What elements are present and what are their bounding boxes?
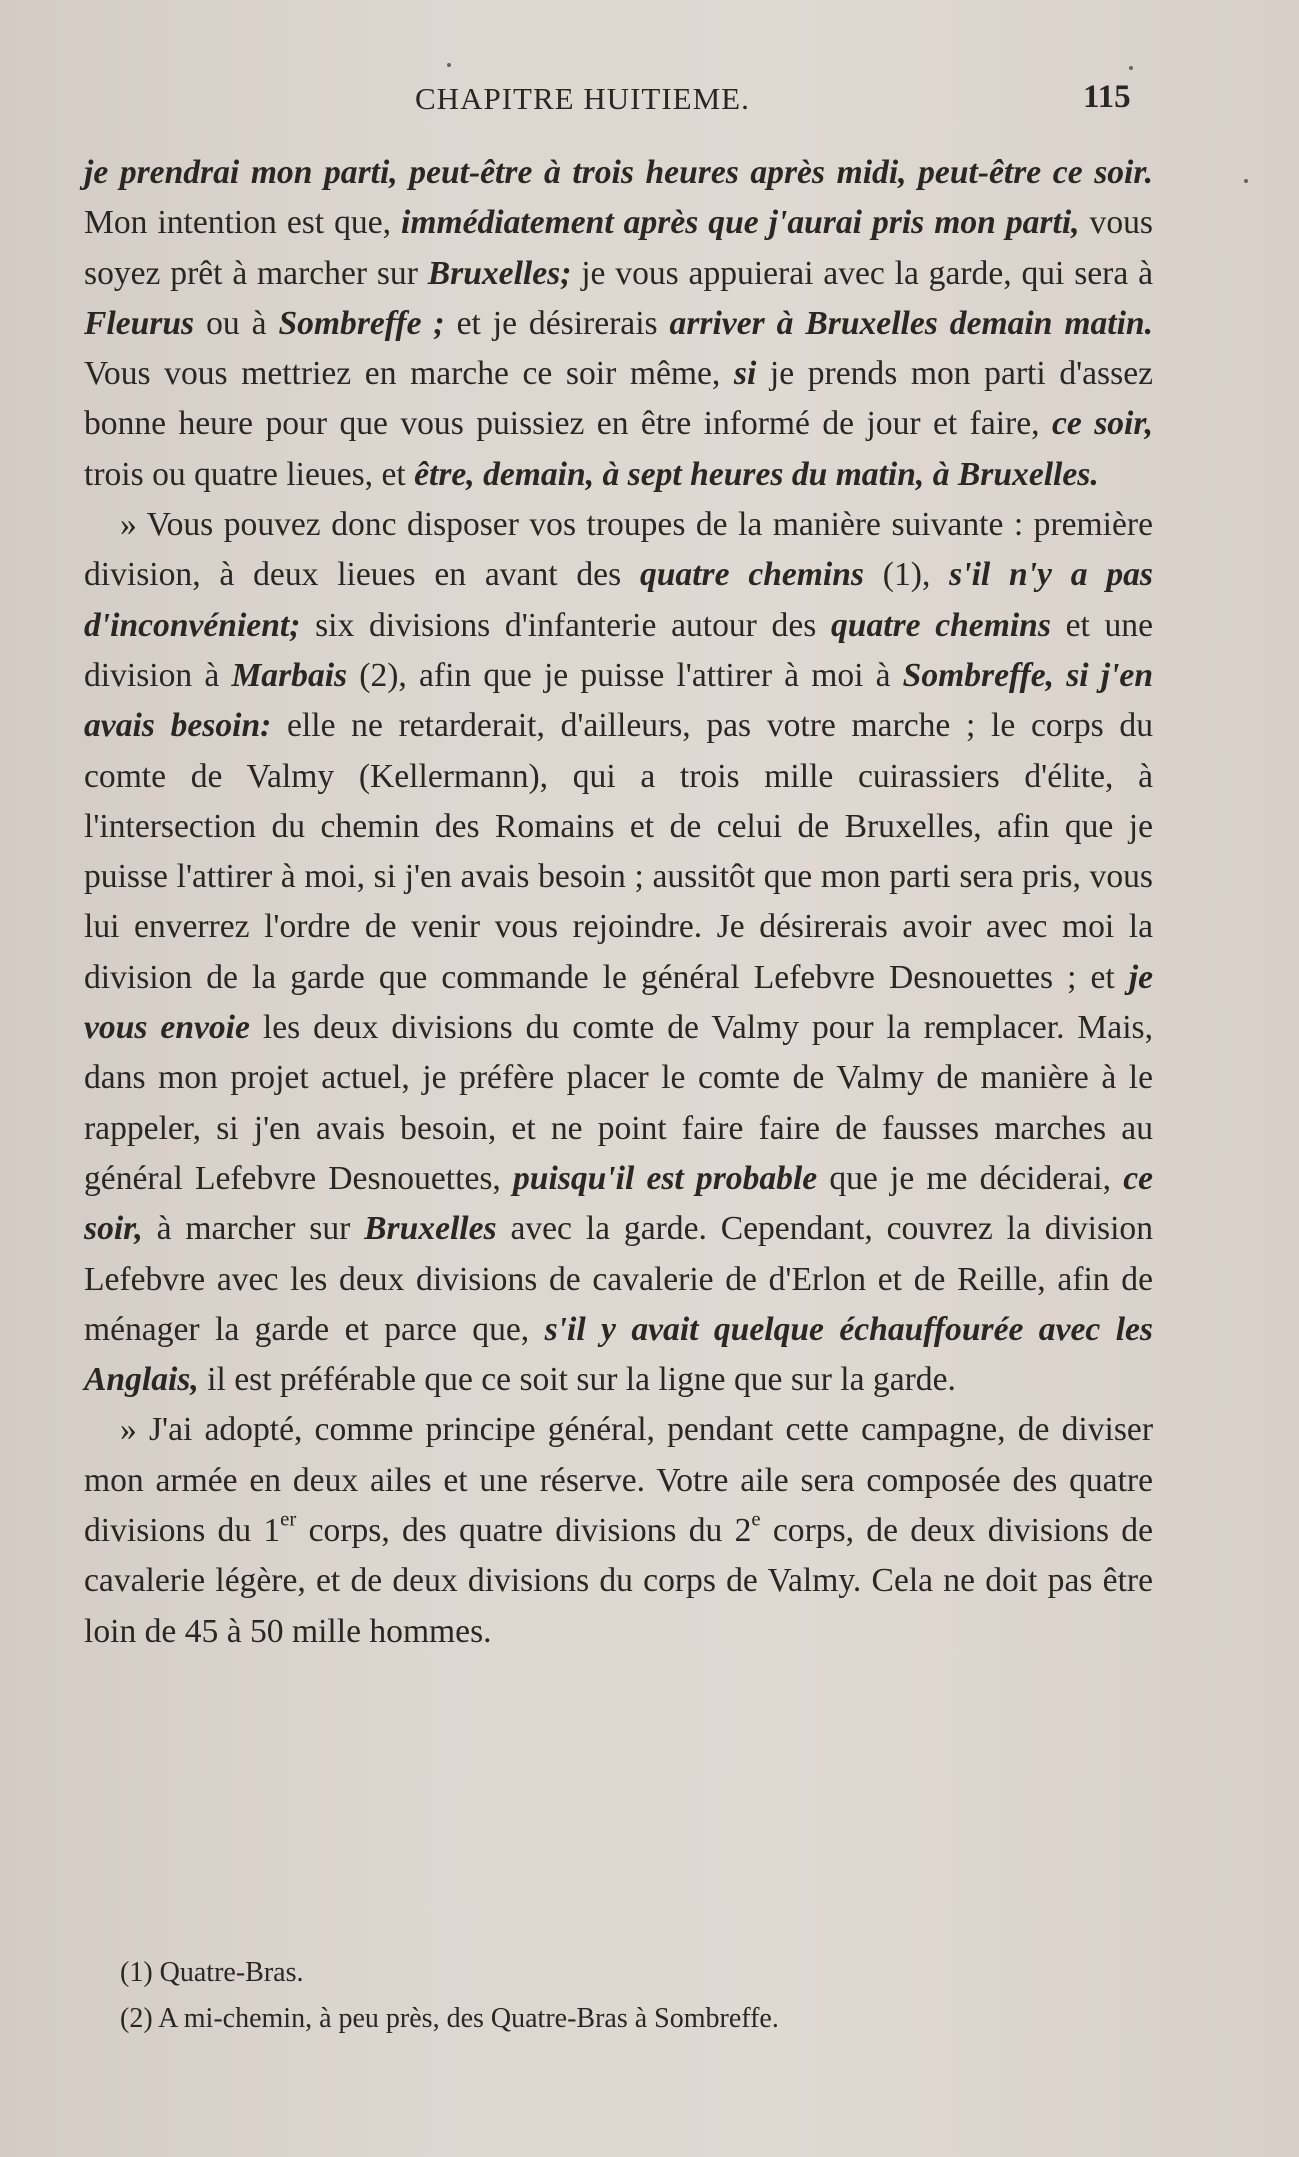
page-speck	[1129, 66, 1133, 70]
text-run: six divisions d'infanterie autour des	[300, 606, 831, 644]
italic-run: quatre chemins	[830, 606, 1051, 644]
paragraph-3	[84, 1405, 1153, 1656]
page-speck	[1244, 179, 1248, 183]
text-run: Vous vous mettriez en marche ce soir même,	[84, 355, 734, 393]
body-text	[84, 148, 1153, 1657]
running-head	[0, 75, 1299, 125]
italic-run: Sombreffe ;	[278, 304, 445, 342]
italic-run: je vous envoie	[84, 958, 1153, 1047]
text-run: et une division à	[84, 606, 1153, 694]
italic-run: s'il y avait quelque échauffourée avec les Anglais,	[84, 1310, 1154, 1399]
text-run: les deux divisions du comte de Valmy pour la remplacer. Mais, dans mon projet actuel, je préfère placer le comte de Valmy de manière à le rappeler, si j'en avais besoin, et ne point faire faire de fausses marches au général Lefebvre Desnouettes,	[84, 1009, 1153, 1197]
footnote-2: (2) A mi-chemin, à peu près, des Quatre-Bras à Sombreffe.	[120, 2003, 779, 2034]
italic-run: Fleurus	[84, 304, 195, 342]
italic-run: arriver à Bruxelles demain matin.	[669, 304, 1153, 342]
text-run: corps, des quatre divisions du 2	[296, 1512, 752, 1550]
italic-run: quatre chemins	[639, 556, 864, 594]
text-run: » J'ai adopté, comme principe général, pendant cette campagne, de diviser mon armée en deux ailes et une réserve. Votre aile sera composée des quatre divisions du 1	[84, 1411, 1153, 1550]
italic-run: ce soir,	[84, 1159, 1153, 1248]
text-run: je prends mon parti d'assez bonne heure pour que vous puissiez en être informé de jour et faire,	[84, 355, 1154, 443]
italic-run: être, demain, à sept heures du matin, à Bruxelles.	[414, 455, 1099, 493]
text-run: ou à	[194, 304, 279, 342]
paragraph-1	[84, 148, 1153, 500]
text-run: je vous appuierai avec la garde, qui sera à	[571, 254, 1153, 292]
chapter-title: CHAPITRE HUITIEME.	[415, 81, 750, 116]
italic-run: ce soir,	[1051, 405, 1153, 443]
footnote-1: (1) Quatre-Bras.	[120, 1957, 304, 1988]
text-run: corps, de deux divisions de cavalerie légère, et de deux divisions du corps de Valmy. Cela ne doit pas être loin de 45 à 50 mille hommes.	[84, 1512, 1153, 1650]
text-run: » Vous pouvez donc disposer vos troupes de la manière suivante : première division, à deux lieues en avant des	[84, 506, 1153, 594]
text-run: il est préférable que ce soit sur la ligne que sur la garde.	[198, 1361, 956, 1399]
text-run: trois ou quatre lieues, et	[84, 455, 415, 493]
text-run: avec la garde. Cependant, couvrez la division Lefebvre avec les deux divisions de cavalerie de d'Erlon et de Reille, afin de ménager la garde et parce que,	[84, 1210, 1153, 1348]
italic-run: je prendrai mon parti, peut-être à trois heures après midi, peut-être ce soir.	[84, 154, 1153, 191]
text-run: que je me déciderai,	[817, 1159, 1124, 1197]
italic-run: Bruxelles	[364, 1210, 497, 1248]
ordinal-superscript: e	[751, 1506, 761, 1531]
text-run: elle ne retarderait, d'ailleurs, pas votre marche ; le corps du comte de Valmy (Kellermann), qui a trois mille cuirassiers d'élite, à l'intersection du chemin des Romains et de celui de Bruxelles, afin que je puisse l'attirer à moi, si j'en avais besoin ; aussitôt que mon parti sera pris, vous lui enverrez l'ordre de venir vous rejoindre. Je désirerais avoir avec moi la division de la garde que commande le général Lefebvre Desnouettes ; et	[84, 707, 1153, 996]
text-run: vous soyez prêt à marcher sur	[84, 204, 1153, 292]
footnotes	[120, 1950, 1120, 2042]
ordinal-superscript: er	[280, 1506, 297, 1531]
text-run: à marcher sur	[142, 1210, 365, 1248]
italic-run: immédiatement après que j'aurai pris mon parti,	[401, 204, 1080, 242]
italic-run: puisqu'il est probable	[512, 1159, 818, 1197]
italic-run: si	[733, 355, 757, 393]
italic-run: Sombreffe, si j'en avais besoin:	[84, 656, 1154, 745]
paragraph-2	[84, 500, 1153, 1405]
italic-run: Marbais	[231, 656, 348, 694]
page-speck	[447, 63, 451, 67]
text-run: (1),	[864, 556, 950, 594]
text-run: Mon intention est que,	[84, 204, 402, 242]
text-run: et je désirerais	[444, 304, 670, 342]
italic-run: Bruxelles;	[427, 254, 572, 292]
page-number: 115	[1083, 79, 1131, 115]
italic-run: s'il n'y a pas d'inconvénient;	[84, 556, 1153, 644]
text-run: (2), afin que je puisse l'attirer à moi à	[347, 656, 903, 694]
